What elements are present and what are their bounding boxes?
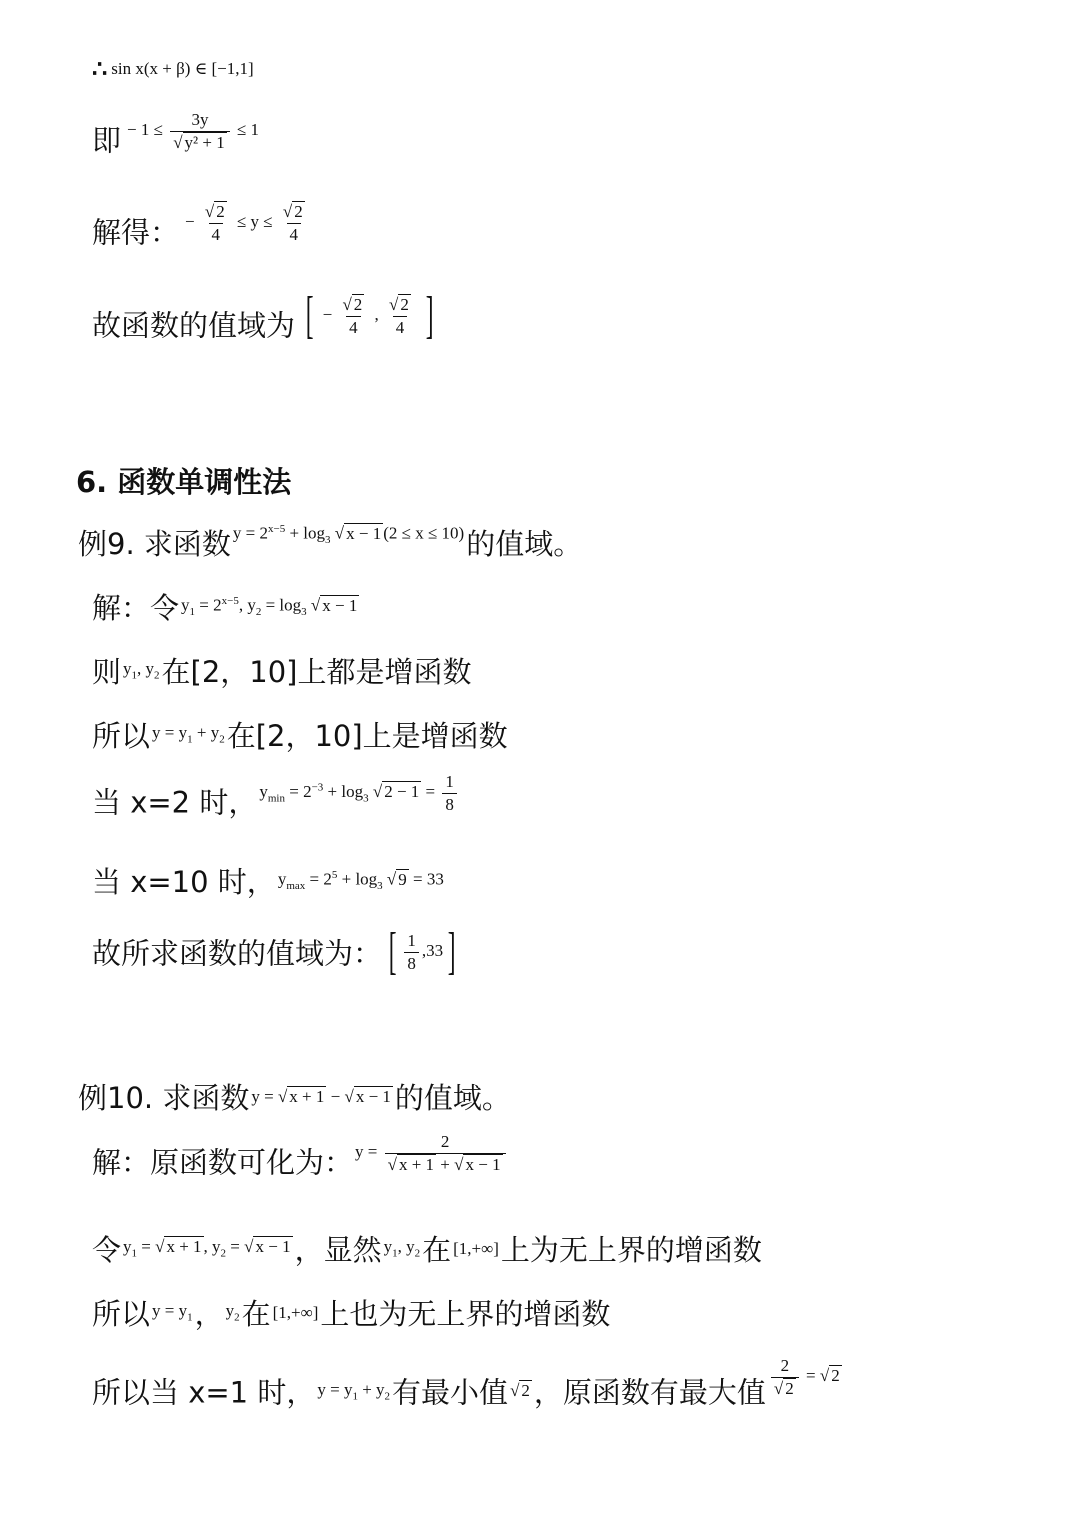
radicand: 2 — [831, 1365, 840, 1385]
line-prefix: 故所求函数的值域为： — [92, 936, 383, 971]
fraction-denominator: √ y² + 1 — [170, 131, 230, 153]
fraction-left — [202, 202, 230, 244]
line-text: ， — [194, 1297, 224, 1331]
radicand: x − 1 — [355, 1086, 391, 1106]
radicand: 2 — [400, 294, 409, 314]
fraction — [385, 1132, 506, 1174]
math-part: y = 2 — [232, 523, 268, 543]
line-prefix: 令 — [92, 1233, 122, 1267]
subscript: 2 — [384, 1390, 391, 1403]
fraction-numerator: 2 — [780, 1356, 790, 1375]
log-base: 3 — [363, 792, 369, 805]
math-right: ≤ 1 — [236, 119, 260, 139]
fraction-numerator: 1 — [445, 772, 454, 791]
fraction-denominator: √ 2 — [771, 1377, 799, 1399]
fraction-numerator: √ 2 — [204, 202, 225, 221]
right-bracket: ] — [447, 923, 456, 980]
line-prefix: 故函数的值域为 — [92, 308, 296, 343]
math-part: = — [801, 1365, 820, 1385]
solution-9-min — [92, 772, 462, 822]
fraction — [404, 931, 419, 973]
math-expression: $y_1 = 2^{x-5}$, $y_2 = \log_3$ √ x − 1 — [181, 594, 358, 619]
solution-9-range — [92, 923, 462, 980]
radicand: 2 — [216, 202, 225, 221]
math-part: y = y — [152, 1301, 188, 1321]
math-expression: $y = 2^{x-5} + \log_3$ √ x − 1 (2 ≤ x ≤ 10) — [232, 522, 465, 547]
line-prefix: 所以 — [92, 719, 151, 753]
solution-line — [92, 202, 313, 252]
solution-9-let — [92, 586, 361, 627]
radicand: x + 1 — [398, 1154, 435, 1174]
solution-10-extrema — [92, 1356, 844, 1412]
exponent: x−5 — [267, 522, 286, 535]
domain-condition: (2 ≤ x ≤ 10) — [383, 523, 465, 543]
math-part: y — [225, 1301, 235, 1321]
radicand: x − 1 — [255, 1237, 291, 1257]
therefore-symbol: ∴ — [92, 54, 108, 83]
radicand: 2 — [294, 202, 303, 221]
line-prefix: 解：令 — [92, 591, 180, 625]
math-expression — [185, 202, 311, 244]
math-part: + log — [337, 869, 378, 889]
right-bracket: ] — [425, 287, 434, 344]
left-bracket: [ — [305, 287, 314, 344]
math-expression: $y_{min} = 2^{-3} + \log_3$ √ 2 − 1 = $\frac{1}{8}$ — [259, 772, 460, 814]
fraction-denominator: 8 — [404, 952, 419, 974]
math-part: = log — [261, 595, 302, 615]
subscript: 1 — [131, 669, 138, 682]
math-part: = 2 — [305, 869, 332, 889]
line-prefix: 当 x=10 时， — [92, 865, 276, 899]
line-text: 有最小值 — [392, 1375, 509, 1410]
math-part: = — [226, 1237, 245, 1257]
line-suffix: 上为无上界的增函数 — [500, 1233, 762, 1267]
example-10 — [78, 1076, 511, 1117]
solution-10-rewrite — [92, 1132, 511, 1182]
math-part: + log — [285, 523, 326, 543]
therefore-line — [92, 54, 256, 83]
radicand: 2 — [353, 294, 363, 314]
exponent: x−5 — [221, 594, 239, 607]
fraction-numerator: √ 2 — [342, 294, 363, 314]
radicand: 2 — [521, 1381, 530, 1401]
line-suffix: 在[2，10]上都是增函数 — [161, 655, 472, 689]
math-expression — [301, 287, 438, 344]
left-bracket: [ — [388, 923, 397, 980]
fraction-b — [386, 295, 414, 337]
comma: , — [374, 304, 379, 324]
subscript: 1 — [189, 606, 196, 619]
fraction-denominator: 4 — [287, 223, 302, 245]
math-expression — [384, 1237, 421, 1259]
exponent: −3 — [311, 781, 324, 794]
math-part: = — [137, 1237, 156, 1257]
math-part: = 2 — [284, 781, 312, 801]
math-expression: sin x(x + β) ∈ [−1,1] — [111, 58, 254, 78]
math-expression — [152, 1301, 193, 1323]
math-part: y — [259, 781, 268, 801]
subscript: 1 — [392, 1247, 398, 1260]
fraction-denominator: 8 — [442, 793, 457, 815]
math-expression: √ 2 — [510, 1381, 530, 1401]
math-part: , y — [203, 1237, 221, 1257]
range-line — [92, 287, 440, 350]
math-expression: $y_{max} = 2^5 + \log_3$ √ 9 = 33 — [277, 868, 444, 893]
math-expression — [355, 1132, 509, 1174]
inequality-line — [92, 110, 261, 160]
math-expression — [123, 659, 160, 681]
solution-9-increasing — [92, 650, 472, 691]
log-base: 3 — [325, 534, 331, 547]
subscript: 2 — [219, 733, 225, 746]
example-suffix: 的值域。 — [394, 1081, 511, 1115]
line-text: 在 — [422, 1233, 452, 1267]
radicand: 2 − 1 — [384, 781, 420, 801]
line-prefix: 当 x=2 时， — [92, 785, 258, 820]
radicand: x + 1 — [289, 1086, 325, 1106]
math-part: = 2 — [195, 595, 222, 615]
math-part: = 33 — [408, 869, 444, 889]
math-part: y = — [251, 1086, 278, 1106]
math-part: + — [436, 1154, 455, 1174]
fraction-numerator: √ 2 — [282, 202, 303, 221]
example-9 — [78, 522, 582, 563]
fraction-denominator: 4 — [393, 316, 408, 338]
fraction — [170, 110, 230, 152]
math-part: , y — [238, 595, 256, 615]
fraction-right — [280, 202, 308, 244]
example-label: 例10. 求函数 — [78, 1081, 250, 1115]
fraction-denominator: 4 — [209, 223, 224, 245]
subscript: max — [286, 880, 306, 893]
subscript: 1 — [131, 1247, 138, 1260]
line-prefix: 所以 — [92, 1297, 151, 1331]
math-expression — [226, 1301, 240, 1323]
math-expression — [127, 110, 259, 152]
line-prefix: 即 — [92, 123, 122, 158]
line-text: ，原函数有最大值 — [533, 1375, 766, 1410]
log-base: 3 — [301, 606, 307, 619]
subscript: 1 — [352, 1390, 358, 1403]
math-part: ,33 — [421, 940, 444, 960]
line-suffix: 上也为无上界的增函数 — [320, 1297, 611, 1331]
math-expression — [317, 1380, 390, 1402]
radicand: 2 — [785, 1378, 794, 1398]
math-part: + log — [323, 781, 364, 801]
interval: [1,+∞] — [272, 1302, 319, 1322]
solution-9-max — [92, 860, 446, 901]
subscript: 2 — [234, 1311, 240, 1324]
line-prefix: 解：原函数可化为： — [92, 1145, 354, 1180]
math-expression: $\frac{2}{√ 2}$ = √ 2 — [768, 1356, 842, 1398]
fraction-numerator: 1 — [407, 930, 416, 950]
math-part: y — [181, 595, 190, 615]
line-text: 在 — [241, 1297, 271, 1331]
math-part: − — [326, 1086, 345, 1106]
math-part: y — [123, 659, 132, 679]
math-part: y — [277, 869, 287, 889]
minus-sign: − — [185, 211, 195, 231]
math-left: − 1 ≤ — [127, 119, 163, 139]
fraction-numerator: 3y — [191, 110, 209, 129]
math-part: y = — [355, 1141, 382, 1161]
math-part: + y — [357, 1379, 385, 1399]
radicand: x − 1 — [322, 595, 358, 615]
fraction-a — [339, 295, 367, 337]
log-base: 3 — [377, 880, 383, 893]
fraction-numerator: √ 2 — [389, 294, 409, 314]
math-part: , y — [137, 659, 155, 679]
solution-10-let — [92, 1228, 762, 1269]
line-prefix: 解得： — [92, 215, 180, 250]
subscript: 2 — [414, 1247, 421, 1260]
solution-10-increasing — [92, 1292, 610, 1333]
example-label: 例9. 求函数 — [78, 527, 231, 561]
line-text: ，显然 — [294, 1233, 382, 1267]
minus-sign: − — [322, 304, 333, 324]
fraction — [442, 772, 457, 814]
section-heading — [76, 460, 291, 501]
subscript: 1 — [187, 733, 193, 746]
radicand: y² + 1 — [184, 132, 225, 152]
solution-9-sum-increasing — [92, 714, 508, 755]
subscript: 2 — [154, 669, 160, 682]
math-part: y — [383, 1237, 393, 1257]
radicand: x − 1 — [346, 523, 382, 543]
line-prefix: 则 — [92, 655, 122, 689]
radicand: x + 1 — [166, 1237, 202, 1257]
exponent: 5 — [331, 868, 338, 881]
subscript: 2 — [255, 606, 262, 619]
math-part: = — [421, 781, 440, 801]
math-expression — [384, 923, 460, 980]
fraction-denominator: 4 — [346, 316, 361, 338]
math-expression: y = √ x + 1 − √ x − 1 — [251, 1086, 391, 1106]
fraction-denominator: √ x + 1 + √ x − 1 — [385, 1153, 506, 1175]
line-prefix: 所以当 x=1 时， — [92, 1375, 316, 1410]
math-expression: $y_1$ = √ x + 1 , $y_2$ = √ x − 1 — [123, 1237, 291, 1260]
line-suffix: 在[2，10]上是增函数 — [226, 719, 508, 753]
math-part: , y — [397, 1237, 415, 1257]
subscript: min — [267, 792, 285, 805]
math-part: y = y — [317, 1379, 353, 1399]
math-part: + y — [192, 723, 220, 743]
math-expression — [152, 723, 225, 745]
radicand: x − 1 — [465, 1154, 501, 1174]
fraction — [771, 1356, 799, 1398]
subscript: 2 — [220, 1247, 227, 1260]
fraction-numerator: 2 — [440, 1132, 450, 1151]
example-suffix: 的值域。 — [466, 527, 583, 561]
interval: [1,+∞] — [453, 1238, 499, 1258]
math-middle: ≤ y ≤ — [236, 211, 273, 231]
subscript: 1 — [187, 1311, 193, 1324]
math-part: y = y — [152, 723, 188, 743]
math-part: y — [123, 1237, 132, 1257]
radicand: 9 — [398, 869, 407, 889]
section-title: 6. 函数单调性法 — [76, 465, 292, 499]
